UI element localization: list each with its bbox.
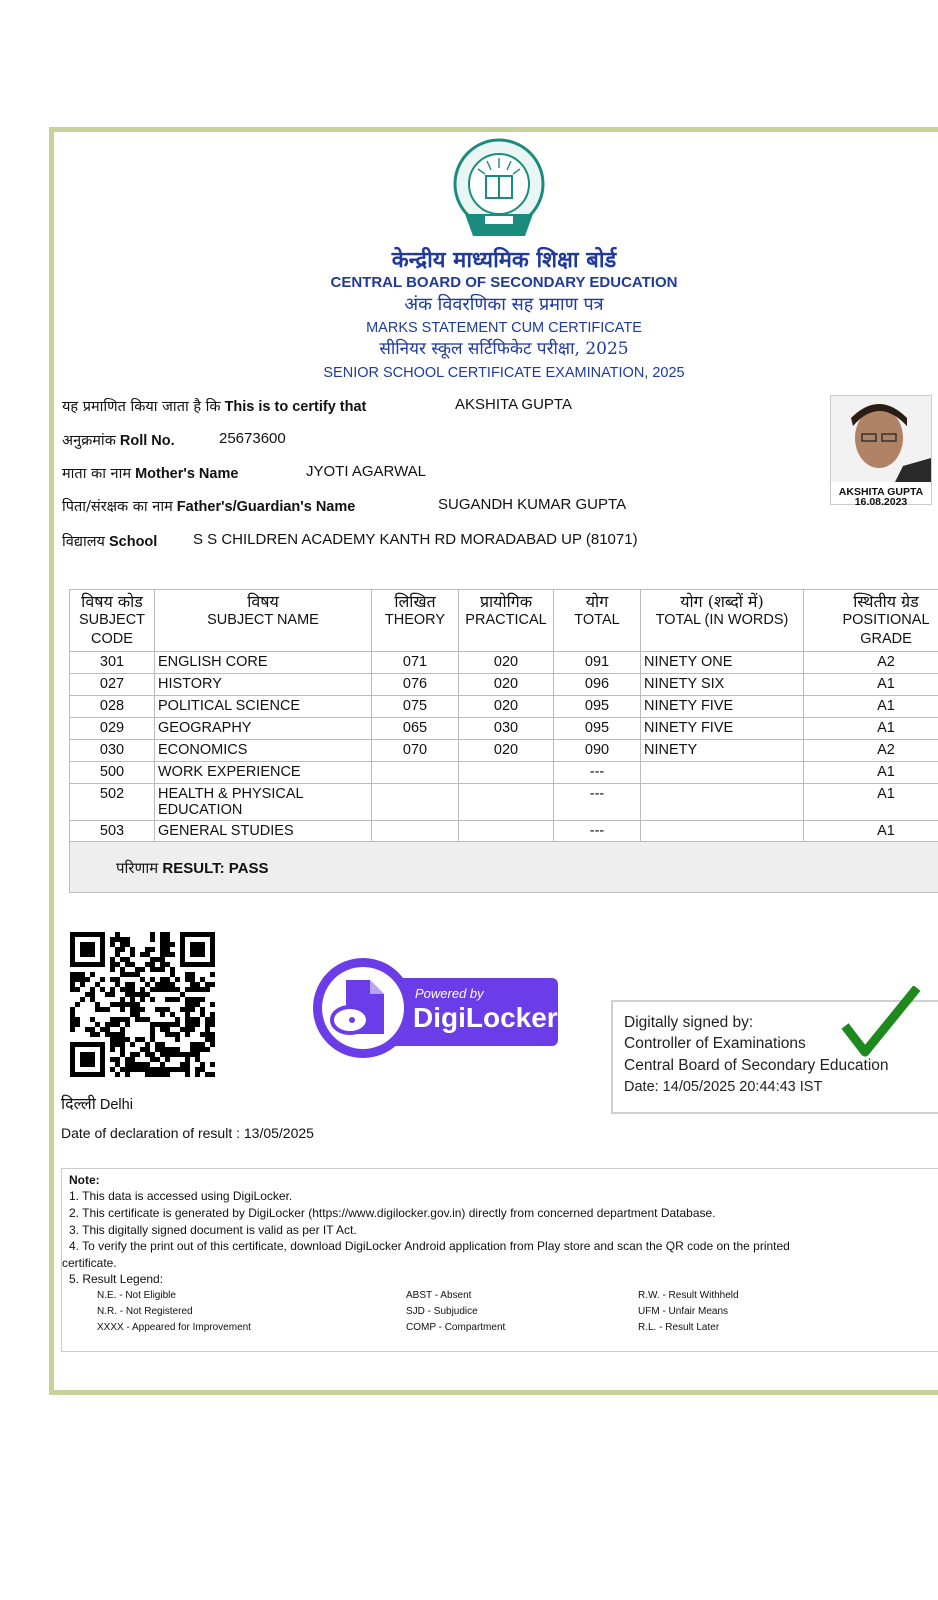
subject-name: ENGLISH CORE <box>155 652 372 674</box>
theory-marks: 071 <box>372 652 459 674</box>
table-row <box>70 652 938 674</box>
positional-grade: A1 <box>804 762 938 784</box>
table-row <box>70 696 938 718</box>
digital-signature-box <box>611 1000 938 1114</box>
header-practical: प्रायोगिक PRACTICAL <box>459 590 554 652</box>
photo-caption-name: AKSHITA GUPTA <box>838 486 924 498</box>
subject-code: 500 <box>70 762 155 784</box>
exam-title-english: SENIOR SCHOOL CERTIFICATE EXAMINATION, 2025 <box>323 365 685 381</box>
school-label: विद्यालय School <box>62 534 158 550</box>
check-mark-icon <box>841 986 921 1058</box>
total-marks: 095 <box>554 696 641 718</box>
practical-marks <box>459 762 554 784</box>
positional-grade: A2 <box>804 740 938 762</box>
mother-label: माता का नाम Mother's Name <box>62 466 239 482</box>
legend-item: ABST - Absent <box>406 1290 472 1301</box>
theory-marks <box>372 784 459 821</box>
mother-name: JYOTI AGARWAL <box>306 463 427 480</box>
header-theory: लिखित THEORY <box>372 590 459 652</box>
total-in-words: NINETY <box>641 740 804 762</box>
digilocker-icon <box>328 976 398 1040</box>
digilocker-badge <box>313 958 563 1062</box>
subject-name: GENERAL STUDIES <box>155 821 372 843</box>
legend-item: N.E. - Not Eligible <box>97 1290 176 1301</box>
subject-code: 503 <box>70 821 155 843</box>
total-marks: 091 <box>554 652 641 674</box>
positional-grade: A2 <box>804 652 938 674</box>
subject-name: HEALTH & PHYSICAL EDUCATION <box>155 784 372 821</box>
signature-line-3: Central Board of Secondary Education <box>624 1057 889 1074</box>
note-item: 4. To verify the print out of this certificate, download DigiLocker Android application from Play store and scan the QR code on the printed <box>69 1239 790 1253</box>
marks-table <box>69 589 938 843</box>
total-in-words: NINETY FIVE <box>641 696 804 718</box>
total-marks: 096 <box>554 674 641 696</box>
table-row <box>70 821 938 843</box>
positional-grade: A1 <box>804 784 938 821</box>
signature-line-2: Controller of Examinations <box>624 1035 806 1052</box>
certificate-title-hindi: अंक विवरणिका सह प्रमाण पत्र <box>404 294 604 315</box>
total-in-words: NINETY FIVE <box>641 718 804 740</box>
father-label: पिता/संरक्षक का नाम Father's/Guardian's Name <box>62 499 356 515</box>
note-item: 3. This digitally signed document is valid as per IT Act. <box>69 1223 357 1237</box>
practical-marks <box>459 821 554 843</box>
subject-code: 027 <box>70 674 155 696</box>
theory-marks: 075 <box>372 696 459 718</box>
subject-code: 301 <box>70 652 155 674</box>
legend-item: R.W. - Result Withheld <box>638 1290 739 1301</box>
place: दिल्ली Delhi <box>61 1094 133 1113</box>
table-row <box>70 740 938 762</box>
father-name: SUGANDH KUMAR GUPTA <box>438 496 627 513</box>
subject-name: HISTORY <box>155 674 372 696</box>
positional-grade: A1 <box>804 696 938 718</box>
board-name-english: CENTRAL BOARD OF SECONDARY EDUCATION <box>330 274 678 291</box>
photo-caption-date: 16.08.2023 <box>854 496 908 508</box>
total-in-words: NINETY ONE <box>641 652 804 674</box>
table-row <box>70 718 938 740</box>
signature-line-4: Date: 14/05/2025 20:44:43 IST <box>624 1079 823 1095</box>
total-marks: 095 <box>554 718 641 740</box>
theory-marks: 070 <box>372 740 459 762</box>
legend-item: UFM - Unfair Means <box>638 1306 729 1317</box>
notes-title: Note: <box>69 1173 100 1187</box>
subject-code: 030 <box>70 740 155 762</box>
practical-marks: 020 <box>459 652 554 674</box>
theory-marks <box>372 821 459 843</box>
header-total-words: योग (शब्दों में) TOTAL (IN WORDS) <box>641 590 804 652</box>
certificate-frame <box>49 127 938 1395</box>
total-in-words <box>641 821 804 843</box>
roll-label: अनुक्रमांक Roll No. <box>62 433 175 449</box>
subject-code: 502 <box>70 784 155 821</box>
notes-box <box>61 1168 938 1352</box>
total-marks: --- <box>554 762 641 784</box>
table-row <box>70 762 938 784</box>
certify-label: यह प्रमाणित किया जाता है कि This is to certify that <box>62 399 367 415</box>
subject-name: GEOGRAPHY <box>155 718 372 740</box>
theory-marks: 065 <box>372 718 459 740</box>
practical-marks: 020 <box>459 696 554 718</box>
result-text: परिणाम RESULT: PASS <box>116 859 269 877</box>
qr-code[interactable] <box>70 932 215 1077</box>
practical-marks: 020 <box>459 740 554 762</box>
table-header-row <box>70 590 938 652</box>
practical-marks: 020 <box>459 674 554 696</box>
legend-item: SJD - Subjudice <box>406 1306 478 1317</box>
table-row <box>70 784 938 821</box>
subject-code: 029 <box>70 718 155 740</box>
digilocker-powered: Powered by <box>415 986 484 1001</box>
student-photo <box>830 395 932 508</box>
digilocker-brand: DigiLocker <box>413 1002 558 1033</box>
legend-item: COMP - Compartment <box>406 1322 506 1333</box>
legend-item: N.R. - Not Registered <box>97 1306 193 1317</box>
total-in-words <box>641 762 804 784</box>
total-in-words: NINETY SIX <box>641 674 804 696</box>
note-item: 1. This data is accessed using DigiLocker. <box>69 1189 293 1203</box>
header-subject-name: विषय SUBJECT NAME <box>155 590 372 652</box>
theory-marks <box>372 762 459 784</box>
roll-number: 25673600 <box>219 430 286 447</box>
positional-grade: A1 <box>804 674 938 696</box>
subject-code: 028 <box>70 696 155 718</box>
school-name: S S CHILDREN ACADEMY KANTH RD MORADABAD UP (81071) <box>193 531 638 548</box>
total-in-words <box>641 784 804 821</box>
total-marks: 090 <box>554 740 641 762</box>
header-subject-code: विषय कोड SUBJECT CODE <box>70 590 155 652</box>
theory-marks: 076 <box>372 674 459 696</box>
table-row <box>70 674 938 696</box>
cbse-logo <box>451 136 547 246</box>
header-grade: स्थितीय ग्रेड POSITIONAL GRADE <box>804 590 938 652</box>
total-marks: --- <box>554 784 641 821</box>
exam-title-hindi: सीनियर स्कूल सर्टिफिकेट परीक्षा, 2025 <box>379 339 629 359</box>
practical-marks: 030 <box>459 718 554 740</box>
note-item: 2. This certificate is generated by DigiLocker (https://www.digilocker.gov.in) directly from concerned department Database. <box>69 1206 716 1220</box>
positional-grade: A1 <box>804 821 938 843</box>
practical-marks <box>459 784 554 821</box>
result-box <box>69 841 938 893</box>
note-item: 5. Result Legend: <box>69 1272 164 1286</box>
note-item: certificate. <box>62 1256 117 1270</box>
declaration-date: Date of declaration of result : 13/05/2025 <box>61 1125 314 1141</box>
subject-name: ECONOMICS <box>155 740 372 762</box>
positional-grade: A1 <box>804 718 938 740</box>
header-total: योग TOTAL <box>554 590 641 652</box>
signature-line-1: Digitally signed by: <box>624 1014 754 1031</box>
subject-name: POLITICAL SCIENCE <box>155 696 372 718</box>
board-name-hindi: केन्द्रीय माध्यमिक शिक्षा बोर्ड <box>391 247 617 273</box>
total-marks: --- <box>554 821 641 843</box>
certificate-title-english: MARKS STATEMENT CUM CERTIFICATE <box>366 320 642 336</box>
subject-name: WORK EXPERIENCE <box>155 762 372 784</box>
legend-item: R.L. - Result Later <box>638 1322 720 1333</box>
student-name: AKSHITA GUPTA <box>455 396 572 413</box>
legend-item: XXXX - Appeared for Improvement <box>97 1322 251 1333</box>
